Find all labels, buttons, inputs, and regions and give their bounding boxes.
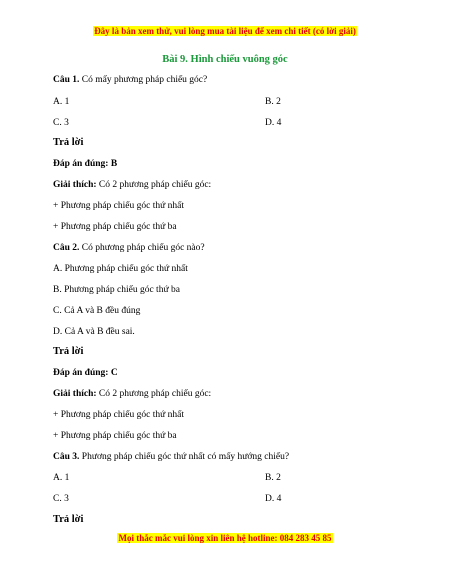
explanation-1-label: Giải thích:	[53, 180, 97, 190]
preview-banner	[0, 26, 450, 36]
explanation-2-point-1: + Phương pháp chiếu góc thứ nhất	[53, 410, 184, 420]
explanation-1-text: Có 2 phương pháp chiếu góc:	[96, 180, 212, 190]
question-2-label: Câu 2.	[53, 243, 80, 253]
q1-option-d: D. 4	[265, 118, 282, 128]
q2-option-a: A. Phương pháp chiếu góc thứ nhất	[53, 264, 188, 274]
explanation-2-label: Giải thích:	[53, 389, 97, 399]
explanation-2	[53, 388, 211, 400]
question-1-label: Câu 1.	[53, 75, 80, 85]
q1-option-b: B. 2	[265, 97, 281, 107]
q2-option-b: B. Phương pháp chiếu góc thứ ba	[53, 285, 180, 295]
correct-answer-2: Đáp án đúng: C	[53, 368, 118, 378]
q3-option-a: A. 1	[53, 473, 70, 483]
preview-banner-text: Đây là bản xem thử, vui lòng mua tài liệu để xem chi tiết (có lời giải)	[94, 26, 356, 36]
answer-heading-3: Trả lời	[53, 514, 84, 525]
q1-option-a: A. 1	[53, 97, 70, 107]
answer-heading-1: Trả lời	[53, 137, 84, 148]
explanation-2-point-2: + Phương pháp chiếu góc thứ ba	[53, 431, 177, 441]
question-3	[53, 451, 289, 463]
q3-option-d: D. 4	[265, 494, 282, 504]
q1-option-c: C. 3	[53, 118, 69, 128]
question-3-label: Câu 3.	[53, 452, 80, 462]
question-2-text: Có phương pháp chiếu góc nào?	[79, 243, 205, 253]
explanation-1	[53, 179, 211, 191]
q2-option-c: C. Cả A và B đều đúng	[53, 306, 141, 316]
question-1-text: Có mấy phương pháp chiếu góc?	[79, 75, 208, 85]
page-title: Bài 9. Hình chiếu vuông góc	[162, 54, 288, 65]
question-1	[53, 74, 207, 86]
hotline-banner-text: Mọi thắc mắc vui lòng xin liên hệ hotline: 084 283 45 85	[118, 533, 332, 543]
q3-option-b: B. 2	[265, 473, 281, 483]
explanation-2-text: Có 2 phương pháp chiếu góc:	[96, 389, 212, 399]
question-3-text: Phương pháp chiếu góc thứ nhất có mấy hướng chiếu?	[79, 452, 290, 462]
answer-heading-2: Trả lời	[53, 346, 84, 357]
explanation-1-point-2: + Phương pháp chiếu góc thứ ba	[53, 222, 177, 232]
correct-answer-1: Đáp án đúng: B	[53, 159, 118, 169]
hotline-banner	[0, 533, 450, 543]
q3-option-c: C. 3	[53, 494, 69, 504]
explanation-1-point-1: + Phương pháp chiếu góc thứ nhất	[53, 201, 184, 211]
question-2	[53, 242, 205, 254]
q2-option-d: D. Cả A và B đều sai.	[53, 327, 135, 337]
